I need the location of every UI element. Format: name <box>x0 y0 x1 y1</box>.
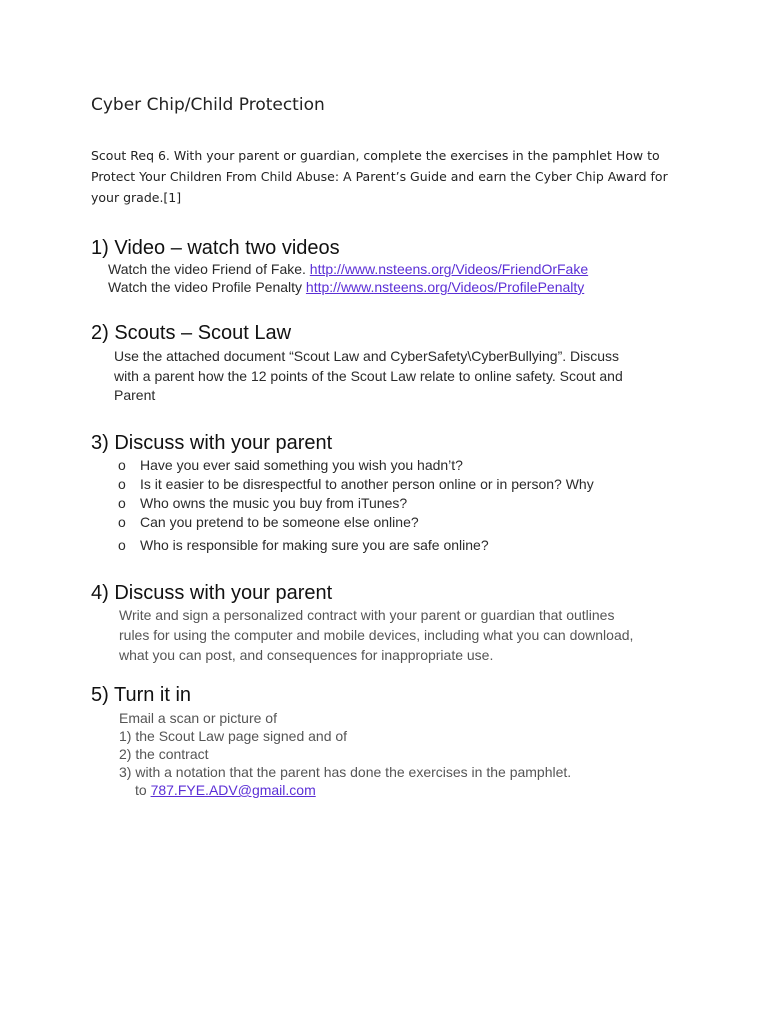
list-item-text: Is it easier to be disrespectful to another person online or in person? Why <box>140 476 594 492</box>
email-prefix: to <box>135 782 151 798</box>
page-title: Cyber Chip/Child Protection <box>91 95 325 115</box>
list-item-text: Who owns the music you buy from iTunes? <box>140 495 408 511</box>
body-line: with a parent how the 12 points of the Scout Law relate to online safety. Scout and <box>114 368 623 384</box>
intro-line: Protect Your Children From Child Abuse: A Parent’s Guide and earn the Cyber Chip Award for <box>91 169 668 184</box>
list-item <box>118 476 594 492</box>
body-line: 2) the contract <box>119 746 209 762</box>
bullet-marker: o <box>118 495 126 511</box>
list-item-text: Who is responsible for making sure you are safe online? <box>140 537 489 553</box>
body-line: Parent <box>114 387 156 403</box>
email-line <box>135 782 316 798</box>
body-line: Use the attached document “Scout Law and CyberSafety\CyberBullying”. Discuss <box>114 348 620 364</box>
body-line <box>108 279 584 295</box>
list-item <box>118 514 419 530</box>
list-item <box>118 457 463 473</box>
list-item <box>118 537 489 553</box>
body-text: Watch the video Profile Penalty <box>108 279 306 295</box>
intro-line: Scout Req 6. With your parent or guardian, complete the exercises in the pamphlet How to <box>91 148 660 163</box>
bullet-marker: o <box>118 514 126 530</box>
section-heading: 4) Discuss with your parent <box>91 582 333 604</box>
section-heading: 1) Video – watch two videos <box>91 237 340 259</box>
email-link[interactable]: 787.FYE.ADV@gmail.com <box>150 782 316 798</box>
bullet-marker: o <box>118 537 126 553</box>
section-heading: 3) Discuss with your parent <box>91 432 333 454</box>
body-line: rules for using the computer and mobile devices, including what you can download, <box>119 627 634 643</box>
list-item-text: Can you pretend to be someone else online? <box>140 514 419 530</box>
list-item <box>118 495 407 511</box>
bullet-marker: o <box>118 476 126 492</box>
friend-or-fake-link[interactable]: http://www.nsteens.org/Videos/FriendOrFake <box>309 261 589 277</box>
intro-line: your grade.[1] <box>91 190 182 205</box>
body-line <box>108 261 588 277</box>
body-line: 3) with a notation that the parent has done the exercises in the pamphlet. <box>119 764 572 780</box>
body-text: Watch the video Friend of Fake. <box>108 261 310 277</box>
body-line: Write and sign a personalized contract with your parent or guardian that outlines <box>119 607 615 623</box>
profile-penalty-link[interactable]: http://www.nsteens.org/Videos/ProfilePenalty <box>305 279 585 295</box>
bullet-marker: o <box>118 457 126 473</box>
list-item-text: Have you ever said something you wish you hadn’t? <box>140 457 463 473</box>
body-line: Email a scan or picture of <box>119 710 277 726</box>
section-heading: 5) Turn it in <box>91 684 192 706</box>
body-line: 1) the Scout Law page signed and of <box>119 728 348 744</box>
body-line: what you can post, and consequences for inappropriate use. <box>119 647 494 663</box>
section-heading: 2) Scouts – Scout Law <box>91 322 292 344</box>
